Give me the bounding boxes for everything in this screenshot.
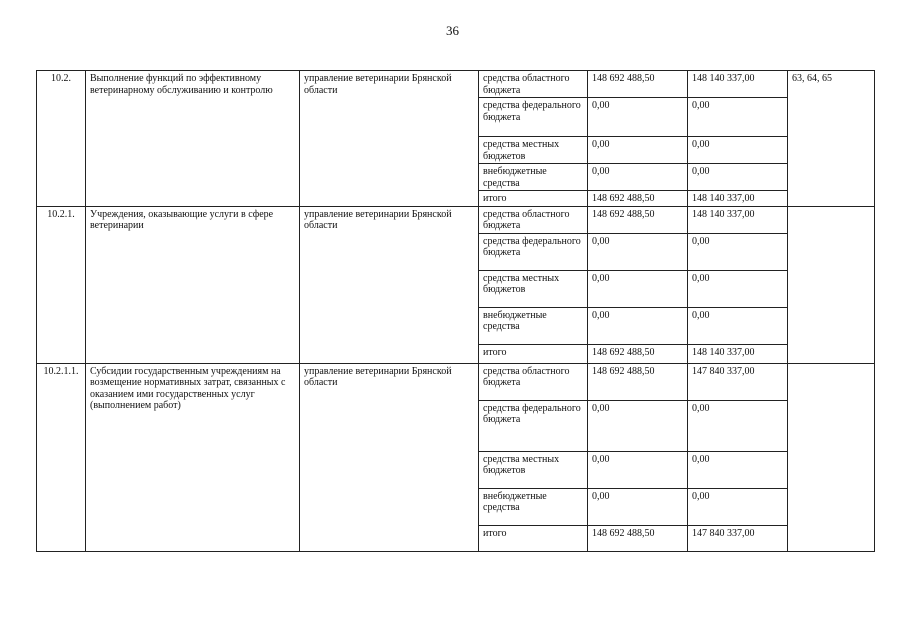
value-actual: 148 140 337,00 [688,71,788,98]
value-planned: 0,00 [588,137,688,164]
budget-table [36,70,875,552]
funding-source: средства федерального бюджета [479,400,588,451]
value-actual: 148 140 337,00 [688,206,788,233]
value-actual: 148 140 337,00 [688,191,788,207]
table-row [37,206,875,233]
value-planned: 0,00 [588,400,688,451]
value-planned: 0,00 [588,488,688,525]
funding-source: средства областного бюджета [479,363,588,400]
table-row [37,363,875,400]
section-code: 10.2.1.1. [37,363,86,551]
section-name: Субсидии государственным учреждениям на возмещение нормативных затрат, связанных с оказанием ими государственных услуг (выполнением работ) [86,363,300,551]
section-name: Учреждения, оказывающие услуги в сфере ветеринарии [86,206,300,363]
value-planned: 0,00 [588,270,688,307]
funding-source: средства областного бюджета [479,71,588,98]
section-executor: управление ветеринарии Брянской области [300,363,479,551]
value-actual: 0,00 [688,307,788,344]
page-number: 36 [446,23,459,38]
funding-source: средства местных бюджетов [479,451,588,488]
value-actual: 0,00 [688,451,788,488]
value-actual: 0,00 [688,488,788,525]
funding-source: средства областного бюджета [479,206,588,233]
value-planned: 0,00 [588,451,688,488]
value-planned: 148 692 488,50 [588,191,688,207]
value-planned: 148 692 488,50 [588,363,688,400]
funding-source: средства местных бюджетов [479,270,588,307]
section-code: 10.2. [37,71,86,207]
value-planned: 0,00 [588,307,688,344]
value-actual: 147 840 337,00 [688,363,788,400]
value-planned: 0,00 [588,164,688,191]
funding-source: средства местных бюджетов [479,137,588,164]
funding-source: внебюджетные средства [479,164,588,191]
value-actual: 147 840 337,00 [688,525,788,551]
value-actual: 0,00 [688,137,788,164]
funding-source: внебюджетные средства [479,307,588,344]
value-actual: 148 140 337,00 [688,344,788,363]
section-code: 10.2.1. [37,206,86,363]
section-executor: управление ветеринарии Брянской области [300,206,479,363]
section-indicators [788,206,875,363]
funding-source: итого [479,525,588,551]
section-executor: управление ветеринарии Брянской области [300,71,479,207]
funding-source: итого [479,191,588,207]
value-actual: 0,00 [688,400,788,451]
value-actual: 0,00 [688,270,788,307]
table-row [37,71,875,98]
funding-source: итого [479,344,588,363]
value-actual: 0,00 [688,233,788,270]
value-planned: 0,00 [588,233,688,270]
section-indicators [788,363,875,551]
value-planned: 148 692 488,50 [588,71,688,98]
funding-source: средства федерального бюджета [479,98,588,137]
value-actual: 0,00 [688,98,788,137]
funding-source: средства федерального бюджета [479,233,588,270]
value-planned: 148 692 488,50 [588,344,688,363]
value-planned: 148 692 488,50 [588,206,688,233]
section-indicators: 63, 64, 65 [788,71,875,207]
value-actual: 0,00 [688,164,788,191]
section-name: Выполнение функций по эффективному ветеринарному обслуживанию и контролю [86,71,300,207]
funding-source: внебюджетные средства [479,488,588,525]
value-planned: 148 692 488,50 [588,525,688,551]
value-planned: 0,00 [588,98,688,137]
